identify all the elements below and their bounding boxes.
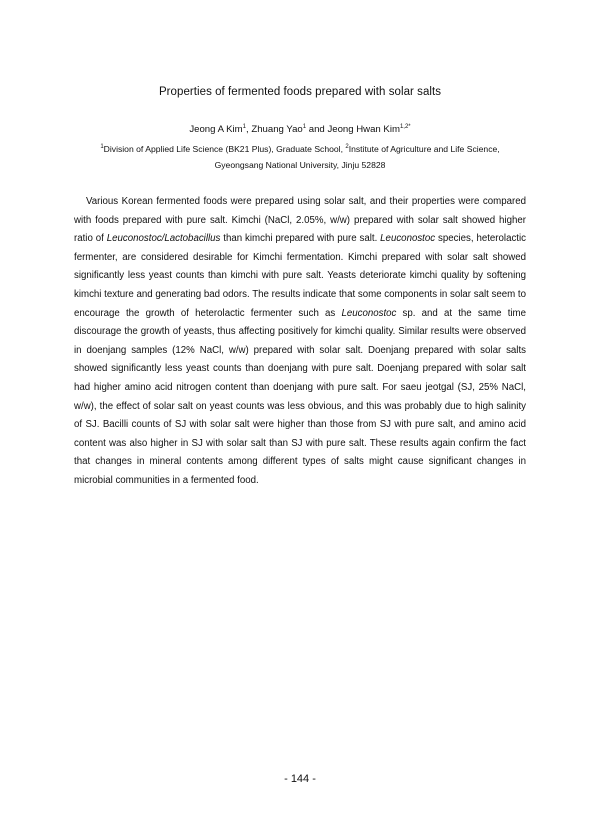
page-number: - 144 -	[284, 773, 316, 785]
paper-title: Properties of fermented foods prepared with solar salts	[158, 86, 442, 98]
author-affiliation-sup: 1	[302, 123, 307, 130]
author-name: Zhuang Yao	[251, 124, 303, 135]
abstract-text: than kimchi prepared with pure salt.	[220, 233, 381, 245]
affiliation-line-1	[0, 144, 600, 154]
author-name: Jeong Hwan Kim	[327, 124, 400, 135]
affiliation-sup: 1	[100, 144, 104, 151]
affiliation-text: Institute of Agriculture and Life Science,	[348, 144, 500, 154]
abstract-text: sp. and at the same time discourage the growth of yeasts, thus affecting positively for kimchi quality. Similar results were observed in doenjang samples (12% NaCl, w/w) prepared with solar salt. Doenjang prepared with solar salts showed significantly less yeast counts than doenjang with pure salt. Doenjang prepared with solar salt had higher amino acid nitrogen content than doenjang with pure salt. For saeu jeotgal (SJ, 25% NaCl, w/w), the effect of solar salt on yeast counts was less obvious, and this was probably due to high salinity of SJ. Bacilli counts of SJ with solar salt were higher than those from SJ with pure salt, and amino acid content was also higher in SJ with solar salt than SJ with pure salt. These results again confirm the fact that changes in mineral contents among different types of salts might cause significant changes in microbial communities in a fermented food.	[74, 307, 526, 486]
affiliation-sup: 2	[345, 144, 349, 151]
abstract-paragraph	[74, 193, 526, 491]
abstract-italic-term: Leuconostoc	[380, 233, 436, 245]
author-separator: ,	[246, 124, 252, 135]
abstract-italic-term: Leuconostoc	[341, 307, 397, 319]
author-separator: and	[306, 124, 328, 135]
author-affiliation-sup: 1	[242, 123, 247, 130]
author-name: Jeong A Kim	[189, 124, 243, 135]
abstract-text: species, heterolactic fermenter, are considered desirable for Kimchi fermentation. Kimchi prepared with solar salt showed significantly less yeast counts than kimchi with pure salt. Yeasts deteriorate kimchi quality by softening kimchi texture and generating bad odors. The results indicate that some components in solar salt seem to encourage the growth of heterolactic fermenter such as	[74, 233, 526, 319]
affiliation-line-2: Gyeongsang National University, Jinju 52828	[214, 160, 386, 170]
affiliation-text: Division of Applied Life Science (BK21 Plus), Graduate School,	[103, 144, 346, 154]
abstract-italic-term: Leuconostoc/Lactobacillus	[106, 233, 221, 245]
author-affiliation-sup: 1,2*	[399, 123, 411, 130]
abstract-text: Various Korean fermented foods were prepared using solar salt, and their properties were compared with foods prepared with pure salt. Kimchi (NaCl, 2.05%, w/w) prepared with solar salt showed higher ratio of	[74, 196, 526, 245]
author-line	[0, 124, 600, 135]
